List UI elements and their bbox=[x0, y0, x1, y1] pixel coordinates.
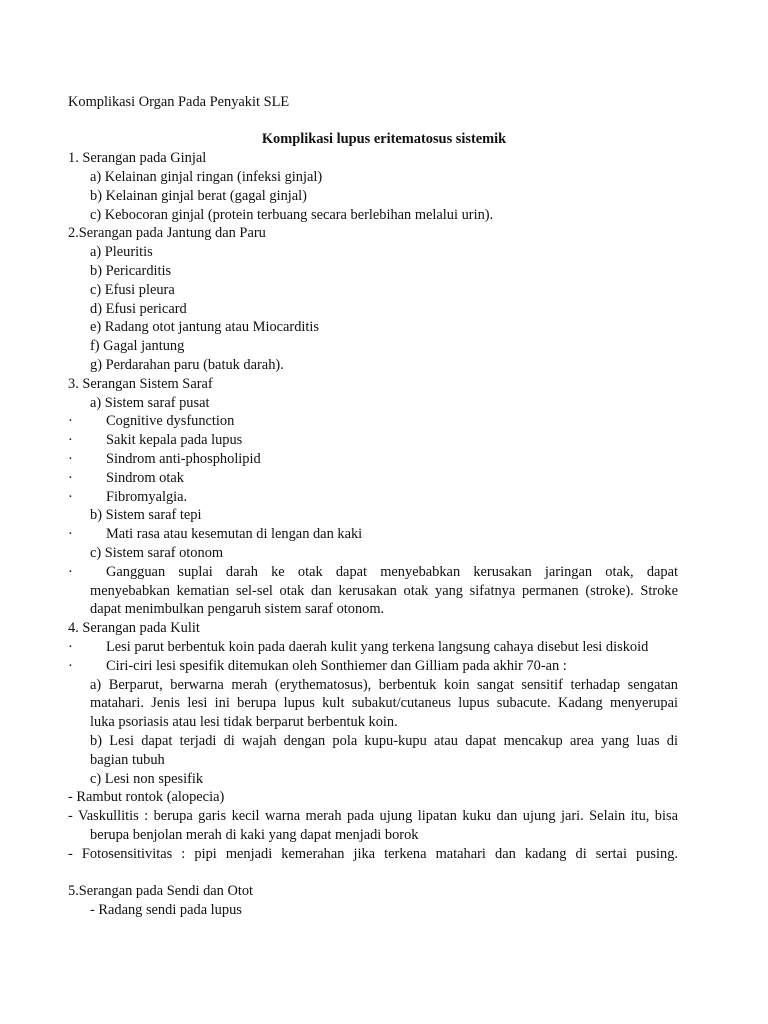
dash-item: - Vaskullitis : berupa garis kecil warna merah pada ujung lipatan kuku dan ujung jari. Selain itu, bisa bbox=[68, 808, 678, 824]
dash-item: - Rambut rontok (alopecia) bbox=[68, 789, 225, 805]
section-4-title: 4. Serangan pada Kulit bbox=[68, 620, 200, 636]
paragraph-line: bagian tubuh bbox=[90, 752, 165, 768]
list-item: c) Efusi pleura bbox=[90, 282, 175, 298]
paragraph-line: berupa benjolan merah di kaki yang dapat menjadi borok bbox=[90, 827, 419, 843]
bullet-mark: · bbox=[68, 526, 73, 542]
subsection-title: b) Sistem saraf tepi bbox=[90, 507, 202, 523]
section-5-title: 5.Serangan pada Sendi dan Otot bbox=[68, 883, 254, 899]
bullet-mark: · bbox=[68, 470, 73, 486]
list-item: Fibromyalgia. bbox=[106, 489, 188, 505]
section-2-title: 2.Serangan pada Jantung dan Paru bbox=[68, 225, 266, 241]
dash-item: - Fotosensitivitas : pipi menjadi kemerahan jika terkena matahari dan kadang di sertai pusing. bbox=[68, 846, 678, 862]
list-item: Cognitive dysfunction bbox=[106, 413, 235, 429]
list-item: c) Lesi non spesifik bbox=[90, 771, 204, 787]
list-item: g) Perdarahan paru (batuk darah). bbox=[90, 357, 284, 373]
bullet-mark: · bbox=[68, 451, 73, 467]
bullet-mark: · bbox=[68, 658, 73, 674]
list-item: Sakit kepala pada lupus bbox=[106, 432, 243, 448]
list-item: b) Pericarditis bbox=[90, 263, 172, 279]
paragraph-line: matahari. Jenis lesi ini berupa lupus kult subakut/cutaneus lupus subacute. Kadang menyerupai bbox=[90, 695, 678, 711]
section-3-title: 3. Serangan Sistem Saraf bbox=[68, 376, 213, 392]
document-title: Komplikasi Organ Pada Penyakit SLE bbox=[68, 94, 290, 110]
list-item: Mati rasa atau kesemutan di lengan dan kaki bbox=[106, 526, 363, 542]
bullet-mark: · bbox=[68, 564, 73, 580]
list-item: f) Gagal jantung bbox=[90, 338, 185, 354]
list-item: Ciri-ciri lesi spesifik ditemukan oleh Sonthiemer dan Gilliam pada akhir 70-an : bbox=[106, 658, 567, 674]
subsection-title: c) Sistem saraf otonom bbox=[90, 545, 224, 561]
list-item: Sindrom otak bbox=[106, 470, 184, 486]
list-item: b) Kelainan ginjal berat (gagal ginjal) bbox=[90, 188, 307, 204]
subsection-title: a) Sistem saraf pusat bbox=[90, 395, 210, 411]
list-item: a) Pleuritis bbox=[90, 244, 153, 260]
list-item: Sindrom anti-phospholipid bbox=[106, 451, 261, 467]
list-item: d) Efusi pericard bbox=[90, 301, 187, 317]
paragraph-line: Gangguan suplai darah ke otak dapat menyebabkan kerusakan jaringan otak, dapat bbox=[106, 564, 678, 580]
list-item: e) Radang otot jantung atau Miocarditis bbox=[90, 319, 319, 335]
paragraph-line: luka psoriasis atau lesi tidak berparut berbentuk koin. bbox=[90, 714, 398, 730]
bullet-mark: · bbox=[68, 489, 73, 505]
bullet-mark: · bbox=[68, 413, 73, 429]
paragraph-line: dapat menimbulkan pengaruh sistem saraf otonom. bbox=[90, 601, 385, 617]
section-heading: Komplikasi lupus eritematosus sistemik bbox=[261, 131, 507, 147]
list-item: Lesi parut berbentuk koin pada daerah kulit yang terkena langsung cahaya disebut lesi diskoid bbox=[106, 639, 649, 655]
bullet-mark: · bbox=[68, 639, 73, 655]
list-item: - Radang sendi pada lupus bbox=[90, 902, 242, 918]
list-item: a) Kelainan ginjal ringan (infeksi ginjal) bbox=[90, 169, 323, 185]
paragraph-line: b) Lesi dapat terjadi di wajah dengan pola kupu-kupu atau dapat mencakup area yang luas di bbox=[90, 733, 678, 749]
bullet-mark: · bbox=[68, 432, 73, 448]
section-1-title: 1. Serangan pada Ginjal bbox=[68, 150, 207, 166]
paragraph-line: a) Berparut, berwarna merah (erythematosus), berbentuk koin sangat sensitif terhadap sengatan bbox=[90, 677, 678, 693]
list-item: c) Kebocoran ginjal (protein terbuang secara berlebihan melalui urin). bbox=[90, 207, 494, 223]
paragraph-line: menyebabkan kematian sel-sel otak dan kerusakan otak yang sifatnya permanen (stroke). Stroke bbox=[90, 583, 678, 599]
